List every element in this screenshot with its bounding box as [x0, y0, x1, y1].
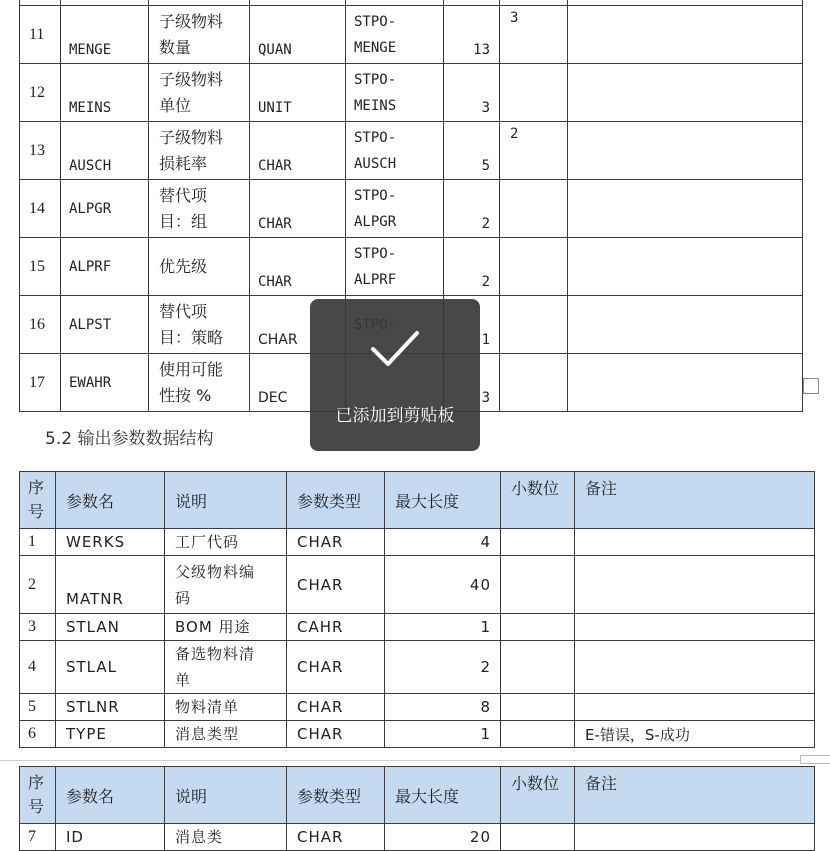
cell-dec: 2	[500, 122, 568, 180]
cell-seq: 4	[20, 641, 56, 694]
cell-line: STPO-	[354, 187, 397, 204]
cell-len: 1	[444, 296, 500, 354]
cell-line: 损耗率	[159, 153, 208, 173]
cell-line: 目：策略	[159, 327, 224, 347]
cell-type: CAHR	[287, 614, 385, 641]
cell-dec	[500, 64, 568, 122]
cell-dec: 3	[500, 6, 568, 64]
cell-desc	[149, 6, 250, 64]
cell-desc	[149, 354, 250, 412]
cell-name: ID	[56, 824, 165, 851]
cell-len: 13	[444, 6, 500, 64]
table-header-row	[20, 767, 815, 824]
cell-type: CHAR	[287, 694, 385, 721]
cell-dec	[501, 641, 575, 694]
cell-seq: 3	[20, 614, 56, 641]
cell-len: 2	[444, 180, 500, 238]
header-desc: 说明	[165, 472, 287, 529]
cell-name: AUSCH	[61, 122, 149, 180]
cell-note	[575, 641, 815, 694]
cell-line: 数量	[159, 37, 192, 57]
cell-type: QUAN	[250, 6, 346, 64]
header-dec: 小数位	[501, 472, 575, 529]
cell-line: 替代项	[159, 301, 208, 321]
cell-line: 单	[175, 671, 192, 689]
cell-seq: 13	[20, 122, 61, 180]
cell-note	[568, 296, 803, 354]
table-row	[20, 122, 803, 180]
cell-name: TYPE	[56, 721, 165, 748]
cell-seq: 17	[20, 354, 61, 412]
cell-line: 消息类型	[175, 725, 240, 743]
table-row	[20, 6, 803, 64]
cell-note	[575, 694, 815, 721]
cell-name: MATNR	[56, 556, 165, 614]
cell-desc	[165, 529, 287, 556]
cell-type: CHAR	[287, 556, 385, 614]
cell-len: 2	[444, 238, 500, 296]
cell-line: STPO-	[354, 13, 397, 30]
cell-len: 3	[444, 64, 500, 122]
cell-line: 码	[175, 588, 192, 607]
header-desc: 说明	[165, 767, 287, 824]
cell-type: UNIT	[250, 64, 346, 122]
table-row	[20, 641, 815, 694]
cell-seq: 7	[20, 824, 56, 851]
cell-seq: 15	[20, 238, 61, 296]
cell-dec	[501, 721, 575, 748]
cell-desc	[149, 296, 250, 354]
cell-ref	[346, 122, 444, 180]
cell-name: ALPGR	[61, 180, 149, 238]
cell-note	[568, 6, 803, 64]
table-row	[20, 614, 815, 641]
cell-line: 子级物料	[159, 69, 224, 89]
cell-seq: 16	[20, 296, 61, 354]
cell-line: 备选物料清	[175, 645, 256, 663]
toast-message: 已添加到剪贴板	[335, 406, 455, 426]
cell-name: ALPRF	[61, 238, 149, 296]
cell-dec	[500, 354, 568, 412]
cell-seq: 6	[20, 721, 56, 748]
cell-line: 物料清单	[175, 698, 240, 716]
header-seq: 序 号	[20, 472, 56, 529]
cell-note	[568, 64, 803, 122]
table-row	[20, 556, 815, 614]
cell-desc	[149, 64, 250, 122]
cell-line: 替代项	[159, 185, 208, 205]
table-row	[20, 238, 803, 296]
cell-type: CHAR	[250, 238, 346, 296]
cell-seq: 14	[20, 180, 61, 238]
cell-desc	[149, 180, 250, 238]
cell-seq: 2	[20, 556, 56, 614]
cell-dec	[500, 180, 568, 238]
header-name: 参数名	[56, 472, 165, 529]
table-row	[20, 721, 815, 748]
cell-seq: 1	[20, 529, 56, 556]
table-row	[20, 180, 803, 238]
cell-note	[568, 354, 803, 412]
cell-name: ALPST	[61, 296, 149, 354]
cell-line: 工厂代码	[175, 533, 240, 551]
cell-desc	[165, 721, 287, 748]
cell-type: CHAR	[287, 641, 385, 694]
cell-line: ALPGR	[354, 213, 397, 230]
cell-dec	[501, 614, 575, 641]
cell-type: DEC	[250, 354, 346, 412]
table-row	[20, 824, 815, 851]
cell-line: 子级物料	[159, 11, 224, 31]
cell-line: 父级物料编	[175, 562, 256, 581]
section-title: 5.2 输出参数数据结构	[45, 429, 214, 449]
cell-name: EWAHR	[61, 354, 149, 412]
cell-note: E-错误，S-成功	[575, 721, 815, 748]
cell-len: 8	[385, 694, 501, 721]
cell-desc	[165, 556, 287, 614]
cell-desc	[165, 694, 287, 721]
cell-dec	[501, 529, 575, 556]
cell-type: CHAR	[287, 824, 385, 851]
cell-desc	[165, 641, 287, 694]
header-len: 最大长度	[385, 767, 501, 824]
cell-line: STPO-	[354, 245, 397, 262]
cell-line: MENGE	[354, 39, 397, 56]
cell-line: STPO-	[354, 71, 397, 88]
table-edge-marker	[800, 755, 830, 764]
cell-name: STLAN	[56, 614, 165, 641]
cell-dec	[501, 824, 575, 851]
cell-line: AUSCH	[354, 155, 397, 172]
table-header-row	[20, 472, 815, 529]
cell-len: 4	[385, 529, 501, 556]
cell-seq: 12	[20, 64, 61, 122]
cell-ref	[346, 6, 444, 64]
cell-dec	[500, 238, 568, 296]
cell-len: 40	[385, 556, 501, 614]
cell-type: CHAR	[250, 122, 346, 180]
header-name: 参数名	[56, 767, 165, 824]
cell-ref	[346, 64, 444, 122]
cell-len: 20	[385, 824, 501, 851]
cell-line: 子级物料	[159, 127, 224, 147]
cell-note	[568, 180, 803, 238]
header-seq: 序 号	[20, 767, 56, 824]
cell-seq: 11	[20, 6, 61, 64]
cell-name: MENGE	[61, 6, 149, 64]
header-dec: 小数位	[501, 767, 575, 824]
cell-type: CHAR	[287, 721, 385, 748]
cell-note	[575, 614, 815, 641]
cell-line: MEINS	[354, 97, 397, 114]
output-params-table	[19, 471, 815, 748]
cell-desc	[149, 122, 250, 180]
table-row	[20, 64, 803, 122]
cell-line: 消息类	[175, 828, 224, 846]
cell-line: STPO-	[354, 129, 397, 146]
cell-dec	[501, 556, 575, 614]
cell-name: STLAL	[56, 641, 165, 694]
cell-desc	[149, 238, 250, 296]
header-type: 参数类型	[287, 472, 385, 529]
cell-name: STLNR	[56, 694, 165, 721]
cell-dec	[501, 694, 575, 721]
header-note: 备注	[575, 472, 815, 529]
cell-line: 单位	[159, 95, 192, 115]
table-row	[20, 694, 815, 721]
cell-ref	[346, 180, 444, 238]
cell-line: 使用可能	[159, 359, 224, 379]
cell-line: 目：组	[159, 211, 208, 231]
header-note: 备注	[575, 767, 815, 824]
cell-seq: 5	[20, 694, 56, 721]
cell-note	[568, 238, 803, 296]
cell-line: ALPRF	[354, 271, 397, 288]
table-resize-handle[interactable]	[803, 378, 819, 394]
output-params-table-continued	[19, 766, 815, 851]
cell-len: 3	[444, 354, 500, 412]
cell-desc	[165, 824, 287, 851]
header-len: 最大长度	[385, 472, 501, 529]
cell-dec	[500, 296, 568, 354]
cell-note	[575, 529, 815, 556]
cell-type: CHAR	[250, 296, 346, 354]
cell-type: CHAR	[250, 180, 346, 238]
cell-note	[575, 824, 815, 851]
cell-line: BOM 用途	[175, 618, 251, 636]
cell-line: 优先级	[159, 256, 208, 276]
cell-name: MEINS	[61, 64, 149, 122]
cell-note	[568, 122, 803, 180]
table-row	[20, 529, 815, 556]
cell-len: 1	[385, 614, 501, 641]
cell-ref	[346, 238, 444, 296]
header-type: 参数类型	[287, 767, 385, 824]
cell-line: 性按 %	[159, 385, 212, 405]
cell-note	[575, 556, 815, 614]
clipboard-toast	[310, 299, 480, 451]
cell-len: 2	[385, 641, 501, 694]
cell-desc	[165, 614, 287, 641]
page-break-line	[0, 760, 830, 761]
cell-len: 1	[385, 721, 501, 748]
checkmark-icon	[370, 329, 420, 369]
cell-len: 5	[444, 122, 500, 180]
cell-name: WERKS	[56, 529, 165, 556]
cell-type: CHAR	[287, 529, 385, 556]
